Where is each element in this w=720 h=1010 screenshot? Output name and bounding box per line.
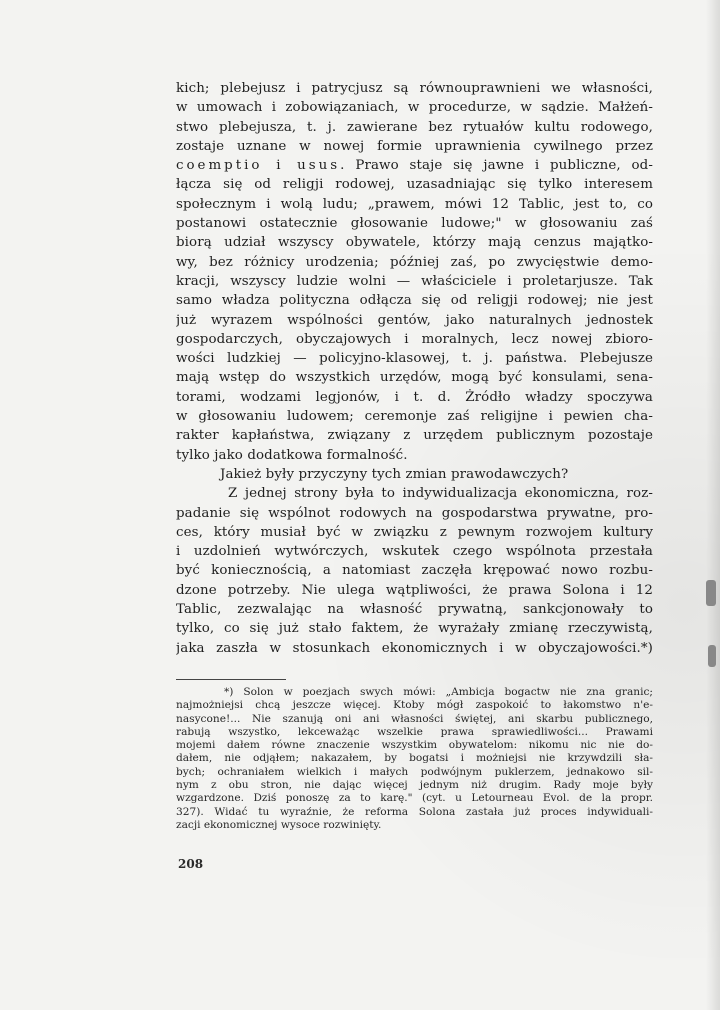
- text-line: postanowi ostatecznie głosowanie ludowe;" w głosowaniu zaś: [176, 216, 653, 232]
- text-line: w umowach i zobowiązaniach, w procedurze, w sądzie. Małżeń-: [176, 100, 653, 116]
- page-edge-shadow: [706, 0, 720, 1010]
- footnote-line: zacji ekonomicznej wysoce rozwinięty.: [176, 818, 382, 831]
- text-line: wości ludzkiej — policyjno-klasowej, t. j. państwa. Plebejusze: [176, 351, 653, 367]
- footnote-line: wzgardzone. Dziś ponoszę za to karę." (cyt. u Letourneau Evol. de la propr.: [176, 792, 653, 805]
- text-line-spaced: [176, 156, 653, 175]
- footnote-line: dałem, nie odjąłem; nakazałem, by bogatsi i możniejsi nie krzywdzili sła-: [176, 752, 653, 765]
- text-line: wy, bez różnicy urodzenia; później zaś, po zwycięstwie demo-: [176, 254, 653, 270]
- footnote: [176, 686, 653, 832]
- text-line-rest: . Prawo staje się jawne i publiczne, od-: [340, 158, 653, 174]
- text-line: i uzdolnień wytwórczych, wskutek czego wspólnota przestała: [176, 544, 653, 560]
- text-line: społecznym i wolą ludu; „prawem, mówi 12 Tablic, jest to, co: [176, 196, 653, 212]
- spaced-phrase: coemptio i usus: [176, 158, 341, 174]
- text-line: samo władza polityczna odłącza się od religji rodowej; nie jest: [176, 293, 653, 309]
- text-line: dzone potrzeby. Nie ulega wątpliwości, że prawa Solona i 12: [176, 582, 653, 598]
- text-line: gospodarczych, obyczajowych i moralnych, lecz nowej zbioro-: [176, 331, 653, 347]
- footnote-line: rabują wszystko, lekceważąc wszelkie prawa sprawiedliwości... Prawami: [176, 725, 653, 738]
- text-line: ces, który musiał być w związku z pewnym rozwojem kultury: [176, 524, 653, 540]
- text-line: biorą udział wszyscy obywatele, którzy mają cenzus majątko-: [176, 235, 653, 251]
- footnote-line: *) Solon w poezjach swych mówi: „Ambicja bogactw nie zna granic;: [224, 686, 653, 698]
- text-line: padanie się wspólnot rodowych na gospodarstwa prywatne, pro-: [176, 505, 653, 521]
- text-line: tylko jako dodatkowa formalność.: [176, 447, 408, 463]
- text-line: łącza się od religji rodowej, uzasadniając się tylko interesem: [176, 177, 653, 193]
- text-line: w głosowaniu ludowem; ceremonje zaś religijne i pewien cha-: [176, 409, 653, 425]
- footnote-line: 327). Widać tu wyraźnie, że reforma Solona zastała już proces indywiduali-: [176, 805, 653, 818]
- text-line: jaka zaszła w stosunkach ekonomicznych i w obyczajowości.*): [176, 640, 653, 656]
- text-line: torami, wodzami legjonów, i t. d. Żródło władzy spoczywa: [176, 389, 653, 405]
- text-line: zostaje uznane w nowej formie uprawnienia cywilnego przez: [176, 138, 653, 154]
- text-line: Jakież były przyczyny tych zmian prawodawczych?: [220, 466, 569, 482]
- text-line: już wyrazem wspólności gentów, jako naturalnych jednostek: [176, 312, 653, 328]
- footnote-line: najmożniejsi chcą jeszcze więcej. Ktoby mógł zaspokoić to łakomstwo n'e-: [176, 699, 653, 712]
- text-line: kich; plebejusz i patrycjusz są równouprawnieni we własności,: [176, 81, 653, 96]
- footnote-line: mojemi dałem równe znaczenie wszystkim obywatelom: nikomu nic nie do-: [176, 739, 653, 752]
- text-line: Tablic, zezwalając na własność prywatną, sankcjonowały to: [176, 602, 653, 618]
- text-line: Z jednej strony była to indywidualizacja ekonomiczna, roz-: [228, 486, 653, 502]
- text-line: być koniecznością, a natomiast zaczęła krępować nowo rozbu-: [176, 563, 653, 579]
- footnote-separator: [176, 679, 286, 680]
- text-line: kracji, wszyscy ludzie wolni — właściciele i proletarjusze. Tak: [176, 273, 653, 289]
- edge-blot: [708, 645, 716, 667]
- page-number: 208: [178, 857, 204, 871]
- text-line: mają wstęp do wszystkich urzędów, mogą być konsulami, sena-: [176, 370, 653, 386]
- footnote-line: nym z obu stron, nie dając więcej jednym niż drugim. Rady moje były: [176, 779, 653, 792]
- edge-blot: [706, 580, 716, 606]
- text-line: tylko, co się już stało faktem, że wyrażały zmianę rzeczywistą,: [176, 621, 653, 637]
- footnote-line: bych; ochraniałem wielkich i małych podwójnym puklerzem, jednakowo sil-: [176, 765, 653, 778]
- footnote-line: nasycone!... Nie szanują oni ani własności świętej, ani skarbu publicznego,: [176, 712, 653, 725]
- main-text: [176, 79, 653, 658]
- text-line: rakter kapłaństwa, związany z urzędem publicznym pozostaje: [176, 428, 653, 444]
- text-line: stwo plebejusza, t. j. zawierane bez rytuałów kultu rodowego,: [176, 119, 653, 135]
